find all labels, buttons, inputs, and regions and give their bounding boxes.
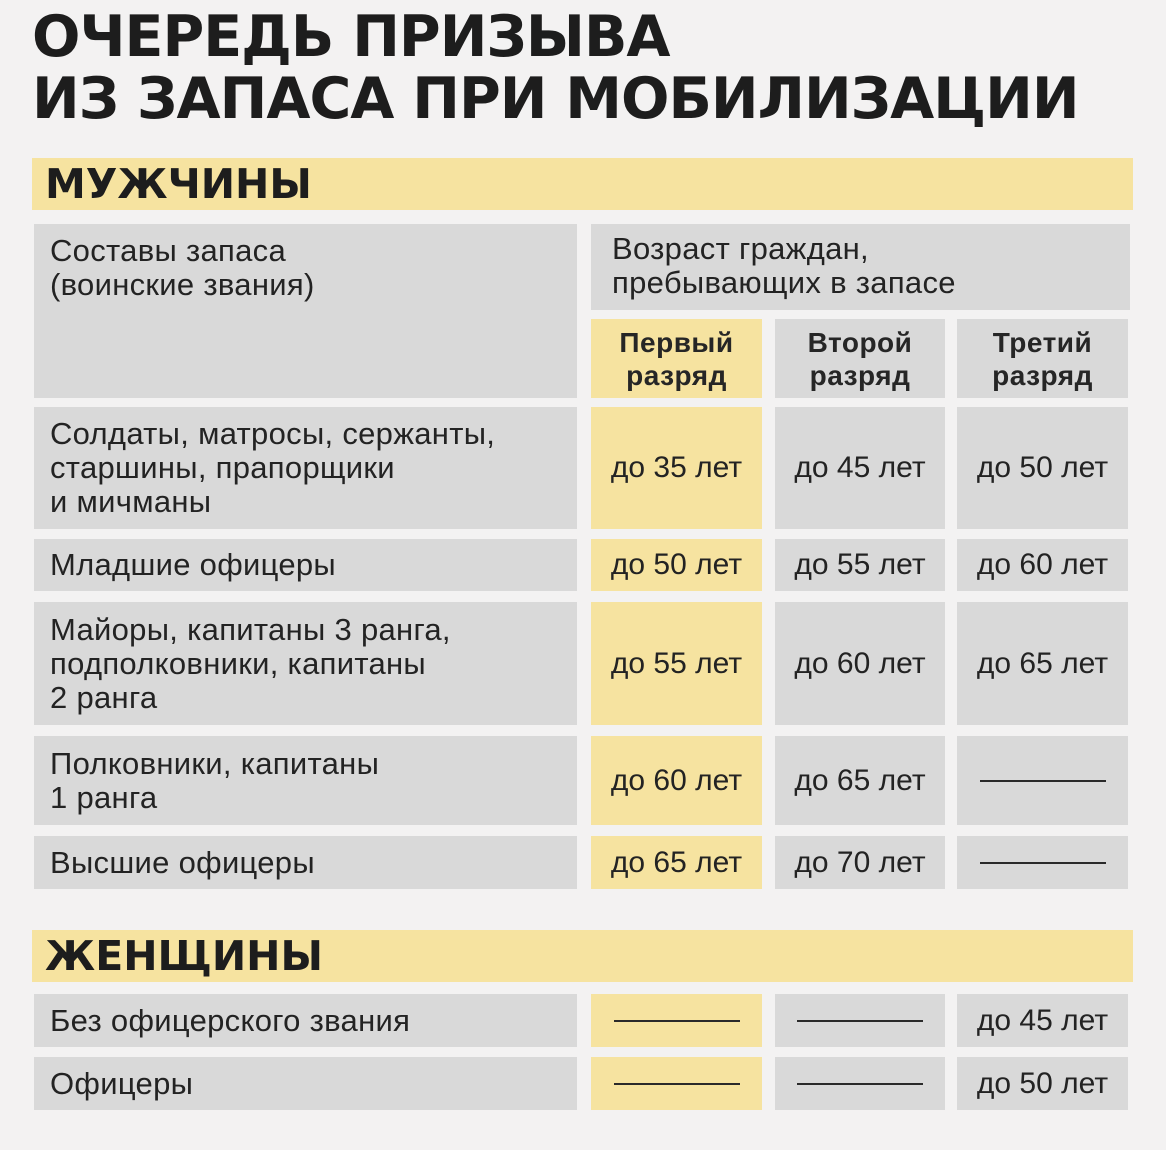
women-row-officers-second	[775, 1057, 945, 1110]
men-row-majors-label	[34, 602, 577, 725]
men-row-majors-second: до 60 лет	[775, 602, 945, 725]
label-line: Высшие офицеры	[50, 844, 315, 880]
women-row-officers-first	[591, 1057, 762, 1110]
composition-header-line-2: (воинские звания)	[50, 267, 315, 302]
grade-header-second-line-2: разряд	[809, 359, 911, 391]
men-row-soldiers-first: до 35 лет	[591, 407, 762, 529]
grade-header-third-line-2: разряд	[992, 359, 1093, 391]
empty-dash	[614, 1020, 740, 1022]
men-row-soldiers-third: до 50 лет	[957, 407, 1128, 529]
men-row-colonels-third	[957, 736, 1128, 825]
label-line: Майоры, капитаны 3 ранга,	[50, 611, 451, 647]
grade-header-first-line-1: Первый	[619, 326, 734, 358]
grade-header-third	[957, 319, 1128, 398]
men-row-senior-officers-second: до 70 лет	[775, 836, 945, 889]
age-header-line-1: Возраст граждан,	[612, 231, 869, 266]
label-line: Солдаты, матросы, сержанты,	[50, 416, 496, 451]
label-line: Полковники, капитаны	[50, 745, 380, 781]
title-line-1: ОЧЕРЕДЬ ПРИЗЫВА	[32, 4, 670, 70]
empty-dash	[614, 1083, 740, 1085]
grade-header-third-line-1: Третий	[992, 326, 1093, 358]
men-row-colonels-label	[34, 736, 577, 825]
men-row-colonels-first: до 60 лет	[591, 736, 762, 825]
women-section-bar: ЖЕНЩИНЫ	[32, 930, 1133, 982]
men-row-junior-officers-third: до 60 лет	[957, 539, 1128, 591]
composition-header	[34, 224, 577, 398]
label-line: подполковники, капитаны	[50, 645, 427, 681]
women-row-non-officers-first	[591, 994, 762, 1047]
label-line: старшины, прапорщики	[50, 450, 395, 485]
label-line: 1 ранга	[50, 779, 158, 815]
women-row-officers-label	[34, 1057, 577, 1110]
grade-header-first-line-2: разряд	[626, 359, 727, 391]
men-row-senior-officers-first: до 65 лет	[591, 836, 762, 889]
page-title	[32, 6, 1079, 130]
men-row-junior-officers-first: до 50 лет	[591, 539, 762, 591]
men-row-senior-officers-third	[957, 836, 1128, 889]
age-header	[591, 224, 1130, 310]
men-row-colonels-second: до 65 лет	[775, 736, 945, 825]
men-row-majors-third: до 65 лет	[957, 602, 1128, 725]
empty-dash	[797, 1020, 923, 1022]
label-line: Младшие офицеры	[50, 547, 337, 582]
empty-dash	[980, 780, 1106, 782]
age-header-line-2: пребывающих в запасе	[612, 265, 956, 300]
label-line: и мичманы	[50, 484, 212, 519]
empty-dash	[980, 862, 1106, 864]
women-row-non-officers-label	[34, 994, 577, 1047]
men-section-bar: МУЖЧИНЫ	[32, 158, 1133, 210]
women-row-non-officers-second	[775, 994, 945, 1047]
label-line: Без офицерского звания	[50, 1002, 411, 1038]
men-row-junior-officers-second: до 55 лет	[775, 539, 945, 591]
men-row-senior-officers-label	[34, 836, 577, 889]
men-row-junior-officers-label	[34, 539, 577, 591]
men-row-majors-first: до 55 лет	[591, 602, 762, 725]
women-row-non-officers-third: до 45 лет	[957, 994, 1128, 1047]
grade-header-second	[775, 319, 945, 398]
grade-header-first	[591, 319, 762, 398]
grade-header-second-line-1: Второй	[807, 326, 913, 358]
men-row-soldiers-second: до 45 лет	[775, 407, 945, 529]
empty-dash	[797, 1083, 923, 1085]
label-line: Офицеры	[50, 1065, 194, 1101]
women-row-officers-third: до 50 лет	[957, 1057, 1128, 1110]
men-row-soldiers-label	[34, 407, 577, 529]
label-line: 2 ранга	[50, 679, 158, 715]
title-line-2: ИЗ ЗАПАСА ПРИ МОБИЛИЗАЦИИ	[32, 66, 1079, 132]
composition-header-line-1: Составы запаса	[50, 233, 287, 268]
